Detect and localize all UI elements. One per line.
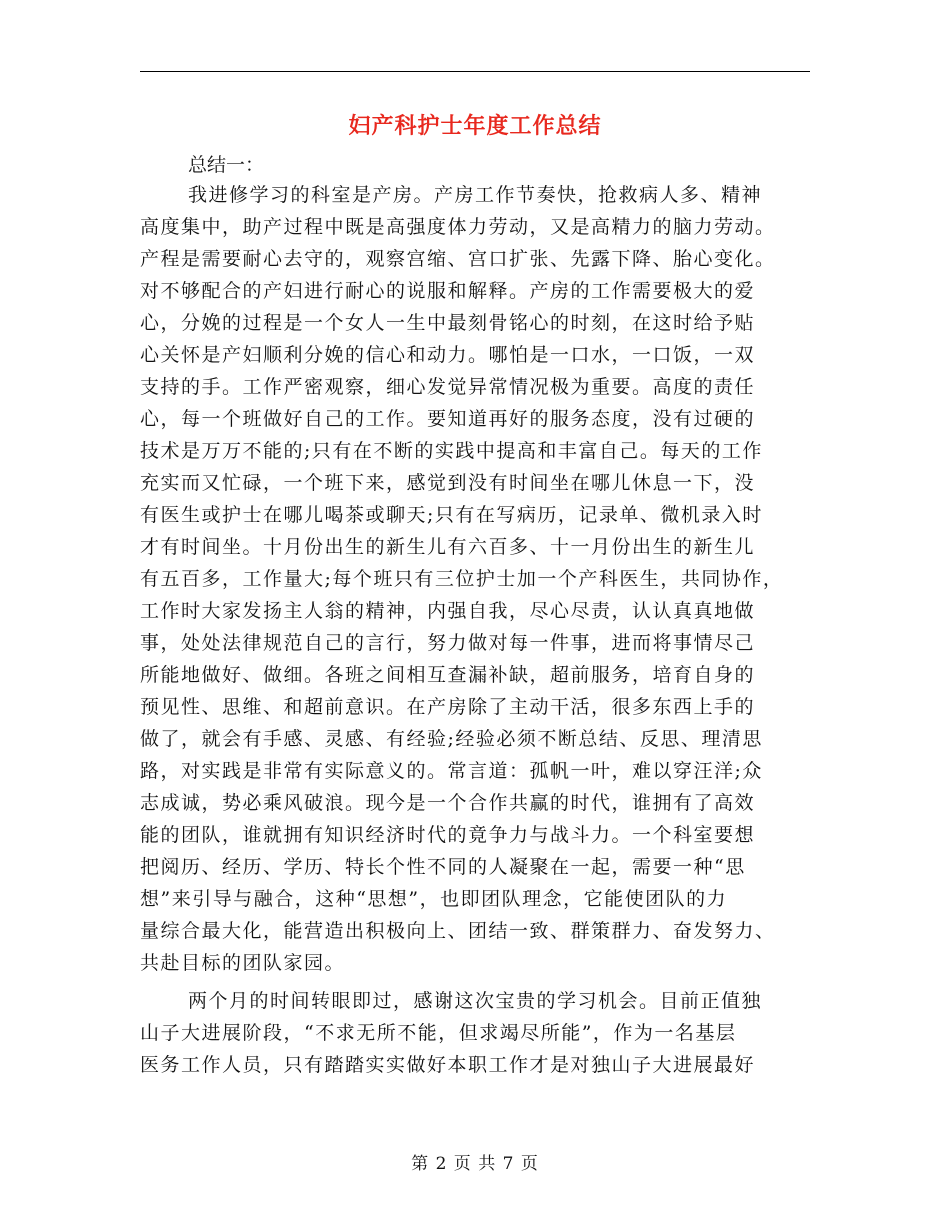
- text-line: 对不够配合的产妇进行耐心的说服和解释。产房的工作需要极大的爱: [140, 280, 756, 302]
- text-line: 充实而又忙碌，一个班下来，感觉到没有时间坐在哪儿休息一下，没: [140, 472, 756, 494]
- text-line: 工作时大家发扬主人翁的精神，内强自我，尽心尽责，认认真真地做: [140, 600, 756, 622]
- text-line: 共赴目标的团队家园。: [140, 952, 346, 974]
- text-line: 有五百多，工作量大;每个班只有三位护士加一个产科医生，共同协作，: [140, 568, 784, 590]
- text-line: 把阅历、经历、学历、特长个性不同的人凝聚在一起，需要一种“思: [140, 856, 746, 878]
- text-line: 我进修学习的科室是产房。产房工作节奏快，抢救病人多、精神: [188, 184, 763, 206]
- text-line: 预见性、思维、和超前意识。在产房除了主动干活，很多东西上手的: [140, 696, 756, 718]
- section-heading: 总结一：: [188, 154, 265, 176]
- text-line: 心，每一个班做好自己的工作。要知道再好的服务态度，没有过硬的: [140, 408, 756, 430]
- text-line: 山子大进展阶段，“不求无所不能，但求竭尽所能”，作为一名基层: [140, 1022, 737, 1044]
- text-line: 量综合最大化，能营造出积极向上、团结一致、群策群力、奋发努力、: [140, 920, 776, 942]
- text-line: 路，对实践是非常有实际意义的。常言道：孤帆一叶，难以穿汪洋;众: [140, 760, 763, 782]
- text-line: 支持的手。工作严密观察，细心发觉异常情况极为重要。高度的责任: [140, 376, 756, 398]
- document-title: 妇产科护士年度工作总结: [348, 113, 602, 139]
- page-footer: 第 2 页 共 7 页: [411, 1154, 539, 1174]
- text-line: 所能地做好、做细。各班之间相互查漏补缺，超前服务，培育自身的: [140, 664, 756, 686]
- text-line: 两个月的时间转眼即过，感谢这次宝贵的学习机会。目前正值独: [188, 990, 763, 1012]
- text-line: 心关怀是产妇顺利分娩的信心和动力。哪怕是一口水，一口饭，一双: [140, 344, 756, 366]
- text-line: 医务工作人员，只有踏踏实实做好本职工作才是对独山子大进展最好: [140, 1054, 756, 1076]
- text-line: 才有时间坐。十月份出生的新生儿有六百多、十一月份出生的新生儿: [140, 536, 756, 558]
- text-line: 做了，就会有手感、灵感、有经验;经验必须不断总结、反思、理清思: [140, 728, 763, 750]
- text-line: 有医生或护士在哪儿喝茶或聊天;只有在写病历，记录单、微机录入时: [140, 504, 763, 526]
- text-line: 技术是万万不能的;只有在不断的实践中提高和丰富自己。每天的工作: [140, 440, 763, 462]
- text-line: 高度集中，助产过程中既是高强度体力劳动，又是高精力的脑力劳动。: [140, 216, 776, 238]
- text-line: 能的团队，谁就拥有知识经济时代的竟争力与战斗力。一个科室要想: [140, 824, 756, 846]
- header-rule: [140, 71, 810, 72]
- text-line: 产程是需要耐心去守的，观察宫缩、宫口扩张、先露下降、胎心变化。: [140, 248, 776, 270]
- text-line: 心，分娩的过程是一个女人一生中最刻骨铭心的时刻，在这时给予贴: [140, 312, 756, 334]
- text-line: 志成诚，势必乘风破浪。现今是一个合作共赢的时代，谁拥有了高效: [140, 792, 756, 814]
- text-line: 事，处处法律规范自己的言行，努力做对每一件事，进而将事情尽己: [140, 632, 756, 654]
- text-line: 想”来引导与融合，这种“思想”，也即团队理念，它能使团队的力: [140, 888, 728, 910]
